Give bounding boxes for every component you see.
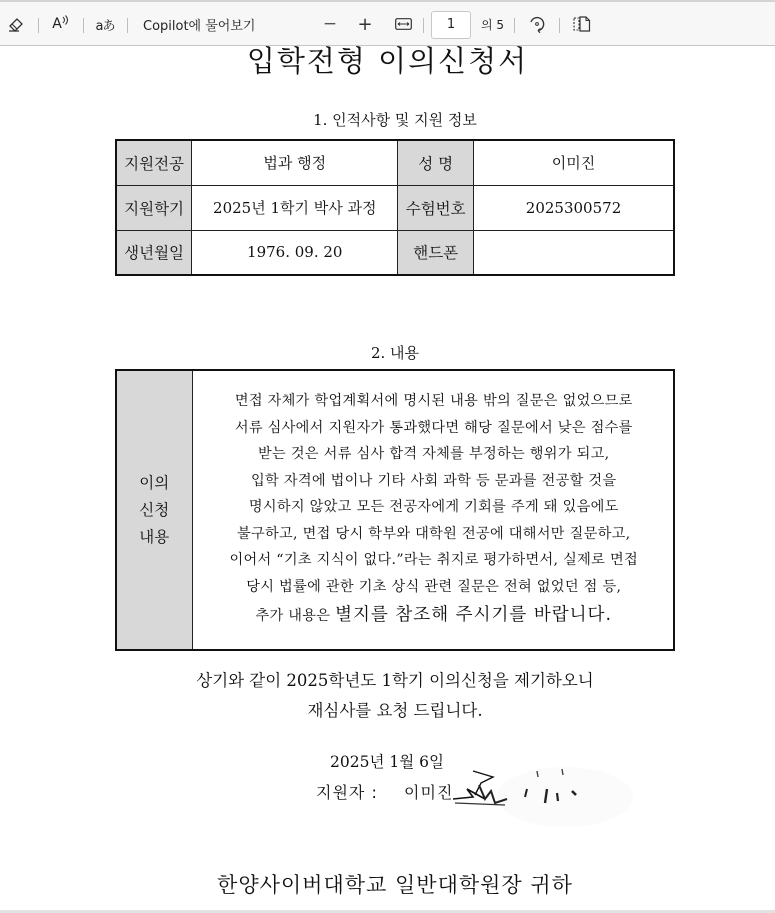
zoom-in-button[interactable] [356, 10, 374, 38]
value-birthdate: 1976. 09. 20 [192, 230, 398, 275]
plus-icon: + [357, 13, 373, 35]
label-semester: 지원학기 [116, 185, 192, 230]
body-line-last [197, 602, 672, 630]
body-line: 당시 법률에 관한 기초 상식 관련 질문은 전혀 없었던 점 등, [246, 578, 622, 595]
rotate-button[interactable] [526, 10, 548, 38]
body-line: 받는 것은 서류 심사 합격 자체를 부정하는 행위가 되고, [258, 446, 610, 463]
body-line: 면접 자체가 학업계획서에 명시된 내용 밖의 질문은 없었으므로 [234, 393, 633, 410]
applicant-line [316, 780, 453, 803]
label-name: 성 명 [398, 140, 474, 185]
body-line: 입학 자격에 법이나 기타 사회 과학 등 문과를 전공할 것을 [251, 472, 617, 489]
label-line: 이의 [139, 473, 170, 492]
minus-icon: − [322, 14, 338, 34]
label-line: 신청 [139, 500, 170, 519]
document-title: 입학전형 이의신청서 [246, 44, 529, 78]
toolbar-separator [514, 18, 515, 33]
body-line: 불구하고, 면접 당시 학부와 대학원 전공에 대해서만 질문하고, [237, 525, 631, 542]
page-view-icon [573, 16, 591, 32]
appeal-content-body [192, 370, 674, 650]
sound-waves-icon [62, 15, 70, 25]
value-semester: 2025년 1학기 박사 과정 [192, 185, 398, 230]
body-line: 이어서 “기초 지식이 없다.”라는 취지로 평가하면서, 실제로 면접 [229, 552, 639, 569]
appeal-content-label [116, 370, 192, 650]
signature-image [445, 759, 635, 829]
section1-heading: 1. 인적사항 및 지원 정보 [313, 111, 477, 129]
toolbar-separator [559, 18, 560, 33]
last-line-emphasis: 별지를 참조해 주시기를 바랍니다. [335, 605, 613, 626]
eraser-icon [7, 15, 25, 33]
body-line: 서류 심사에서 지원자가 통과했다면 해당 질문에서 낮은 점수를 [234, 419, 633, 436]
page-total: 의 5 [481, 17, 505, 32]
read-aloud-icon: A [52, 16, 62, 32]
recipient-line: 한양사이버대학교 일반대학원장 귀하 [217, 873, 573, 897]
label-major: 지원전공 [116, 140, 192, 185]
value-name: 이미진 [474, 140, 674, 185]
label-exam-number: 수험번호 [398, 185, 474, 230]
personal-info-table [115, 139, 675, 276]
toolbar-separator [423, 18, 424, 33]
closing-line-1: 상기와 같이 2025학년도 1학기 이의신청을 제기하오니 [196, 671, 594, 690]
applicant-label: 지원자 : [316, 783, 378, 802]
closing-line-2: 재심사를 요청 드립니다. [307, 701, 483, 720]
applicant-name: 이미진 [404, 783, 454, 802]
value-phone-redacted [474, 230, 674, 275]
value-exam-number: 2025300572 [474, 185, 674, 230]
last-line-prefix: 추가 내용은 [255, 608, 336, 625]
label-birthdate: 생년월일 [116, 230, 192, 275]
label-line: 내용 [139, 527, 170, 546]
toolbar-separator [83, 18, 84, 33]
draw-erase-button[interactable] [4, 10, 28, 38]
table-row [116, 230, 674, 275]
toolbar-separator [127, 18, 128, 33]
toolbar-separator [38, 18, 39, 33]
translate-icon: aあ [95, 18, 115, 34]
page-number-input[interactable]: 1 [431, 11, 471, 39]
label-phone: 핸드폰 [398, 230, 474, 275]
pdf-page [0, 44, 775, 910]
copilot-label: Copilot에 물어보기 [143, 18, 256, 34]
zoom-out-button[interactable] [321, 10, 339, 38]
translate-button[interactable] [93, 10, 117, 38]
fit-to-width-button[interactable] [393, 10, 413, 38]
fit-width-icon [395, 18, 412, 30]
body-line: 명시하지 않았고 모든 전공자에게 기회를 주게 돼 있음에도 [248, 499, 619, 516]
table-row [116, 185, 674, 230]
ask-copilot-button[interactable] [143, 10, 255, 38]
value-major: 법과 행정 [192, 140, 398, 185]
read-aloud-button[interactable] [50, 10, 72, 38]
application-date: 2025년 1월 6일 [330, 753, 444, 771]
section2-heading: 2. 내용 [370, 344, 420, 362]
appeal-content-table [115, 369, 675, 651]
page-view-button[interactable] [571, 10, 593, 38]
table-row [116, 140, 674, 185]
rotate-icon [528, 15, 546, 33]
